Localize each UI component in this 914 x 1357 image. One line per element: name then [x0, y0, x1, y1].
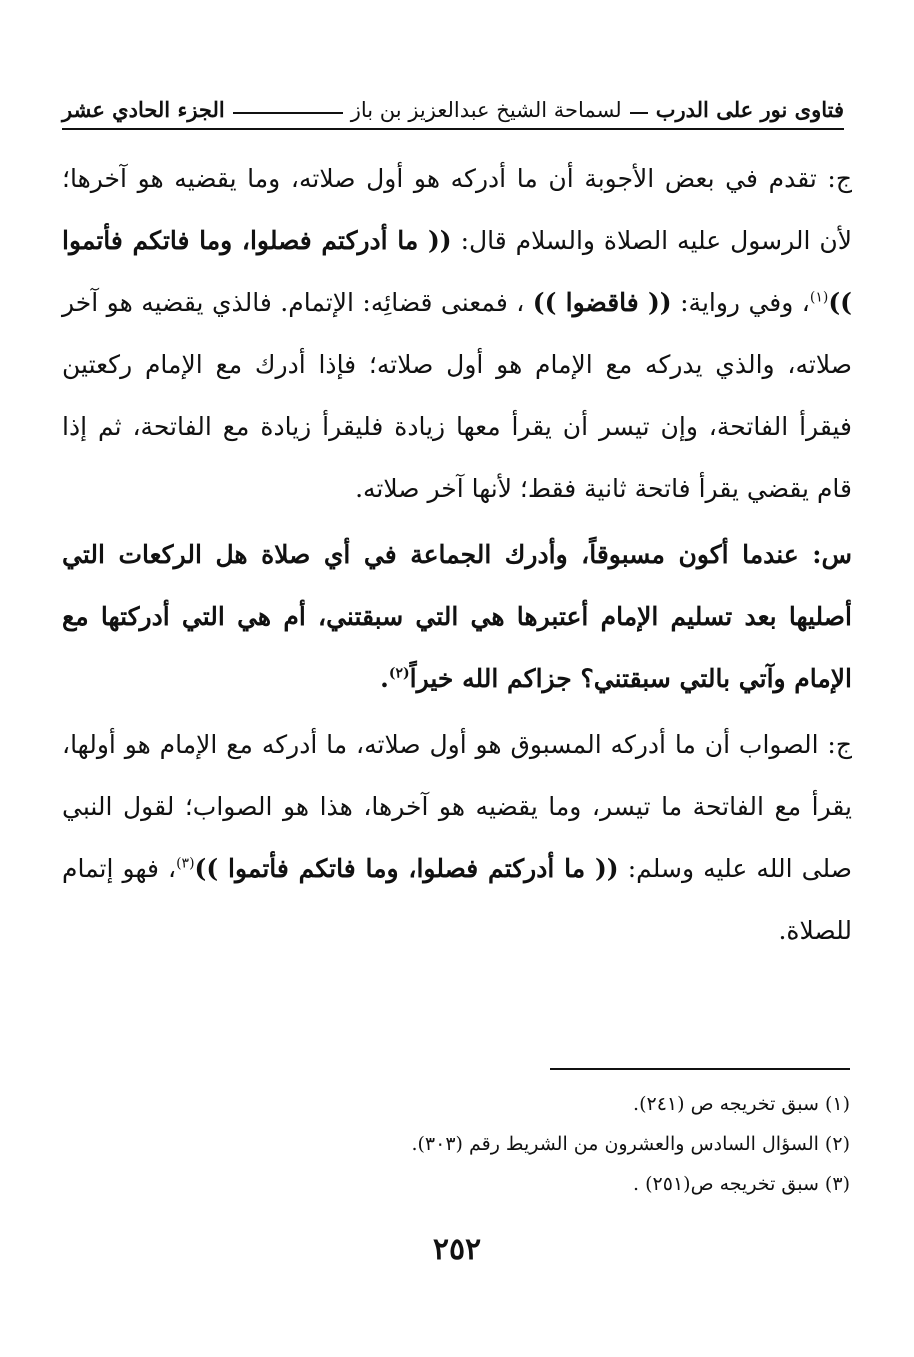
header-author: لسماحة الشيخ عبدالعزيز بن باز [350, 98, 622, 122]
footnote-1: (١) سبق تخريجه ص (٢٤١). [633, 1093, 850, 1115]
hadith-quote-1: (( ما أدركتم فصلوا، وما فاتكم فأتموا )) [62, 226, 853, 317]
hadith-quote-3: (( ما أدركتم فصلوا، وما فاتكم فأتموا )) [194, 854, 619, 883]
header-part: الجزء الحادي عشر [62, 97, 225, 122]
header-separator [630, 112, 648, 114]
question-lead: س: [812, 540, 852, 569]
footnotes [62, 1084, 850, 1204]
footnote-ref-1: (١) [809, 289, 829, 306]
footnote-ref-2: (٢) [388, 665, 410, 682]
footnote-2: (٢) السؤال السادس والعشرون من الشريط رقم (٣٠٣). [411, 1133, 850, 1155]
answer2-lead: ج: الصواب أن ما أدركه المسبوق هو أول صلاته، ما أدركه مع الإمام هو أولها، يقرأ مع الفاتحة ما تيسر، وما يقضيه هو آخرها، هذا هو الصواب؛ لقول النبي صلى الله عليه وسلم: [62, 730, 852, 883]
question-paragraph [62, 524, 852, 710]
question-end: . [380, 664, 389, 693]
footnote-ref-3: (٣) [176, 855, 195, 872]
answer-paragraph-1 [62, 148, 852, 520]
answer1-mid: ، وفي رواية: [680, 288, 810, 317]
header-book-title: فتاوى نور على الدرب [655, 97, 844, 122]
running-header [62, 82, 844, 130]
answer-paragraph-2 [62, 714, 852, 962]
answer2-rest: ، فهو إتمام للصلاة. [62, 854, 852, 945]
question-text: عندما أكون مسبوقاً، وأدرك الجماعة في أي صلاة هل الركعات التي أصليها بعد تسليم الإمام أعتبرها هي التي سبقتني، أم هي التي أدركتها مع الإمام وآتي بالتي سبقتني؟ جزاكم الله خيراً [62, 540, 852, 693]
hadith-quote-2: (( فاقضوا )) [532, 288, 672, 317]
page-number: ٢٥٢ [432, 1232, 482, 1267]
main-text [62, 148, 852, 966]
header-separator-long [233, 112, 343, 114]
footnote-3: (٣) سبق تخريجه ص(٢٥١) . [633, 1173, 850, 1195]
answer1-lead: ج: تقدم في بعض الأجوبة أن ما أدركه هو أول صلاته، وما يقضيه هو آخرها؛ لأن الرسول عليه الصلاة والسلام قال: [62, 164, 853, 255]
footnote-divider [550, 1068, 850, 1070]
answer1-rest: ، فمعنى قضائِه: الإتمام. فالذي يقضيه هو آخر صلاته، والذي يدركه مع الإمام هو أول صلاته؛ فإذا أدرك مع الإمام ركعتين فيقرأ الفاتحة، وإن تيسر أن يقرأ معها زيادة فليقرأ زيادة مع الفاتحة، ثم إذا قام يقضي يقرأ فاتحة ثانية فقط؛ لأنها آخر صلاته. [62, 288, 852, 503]
